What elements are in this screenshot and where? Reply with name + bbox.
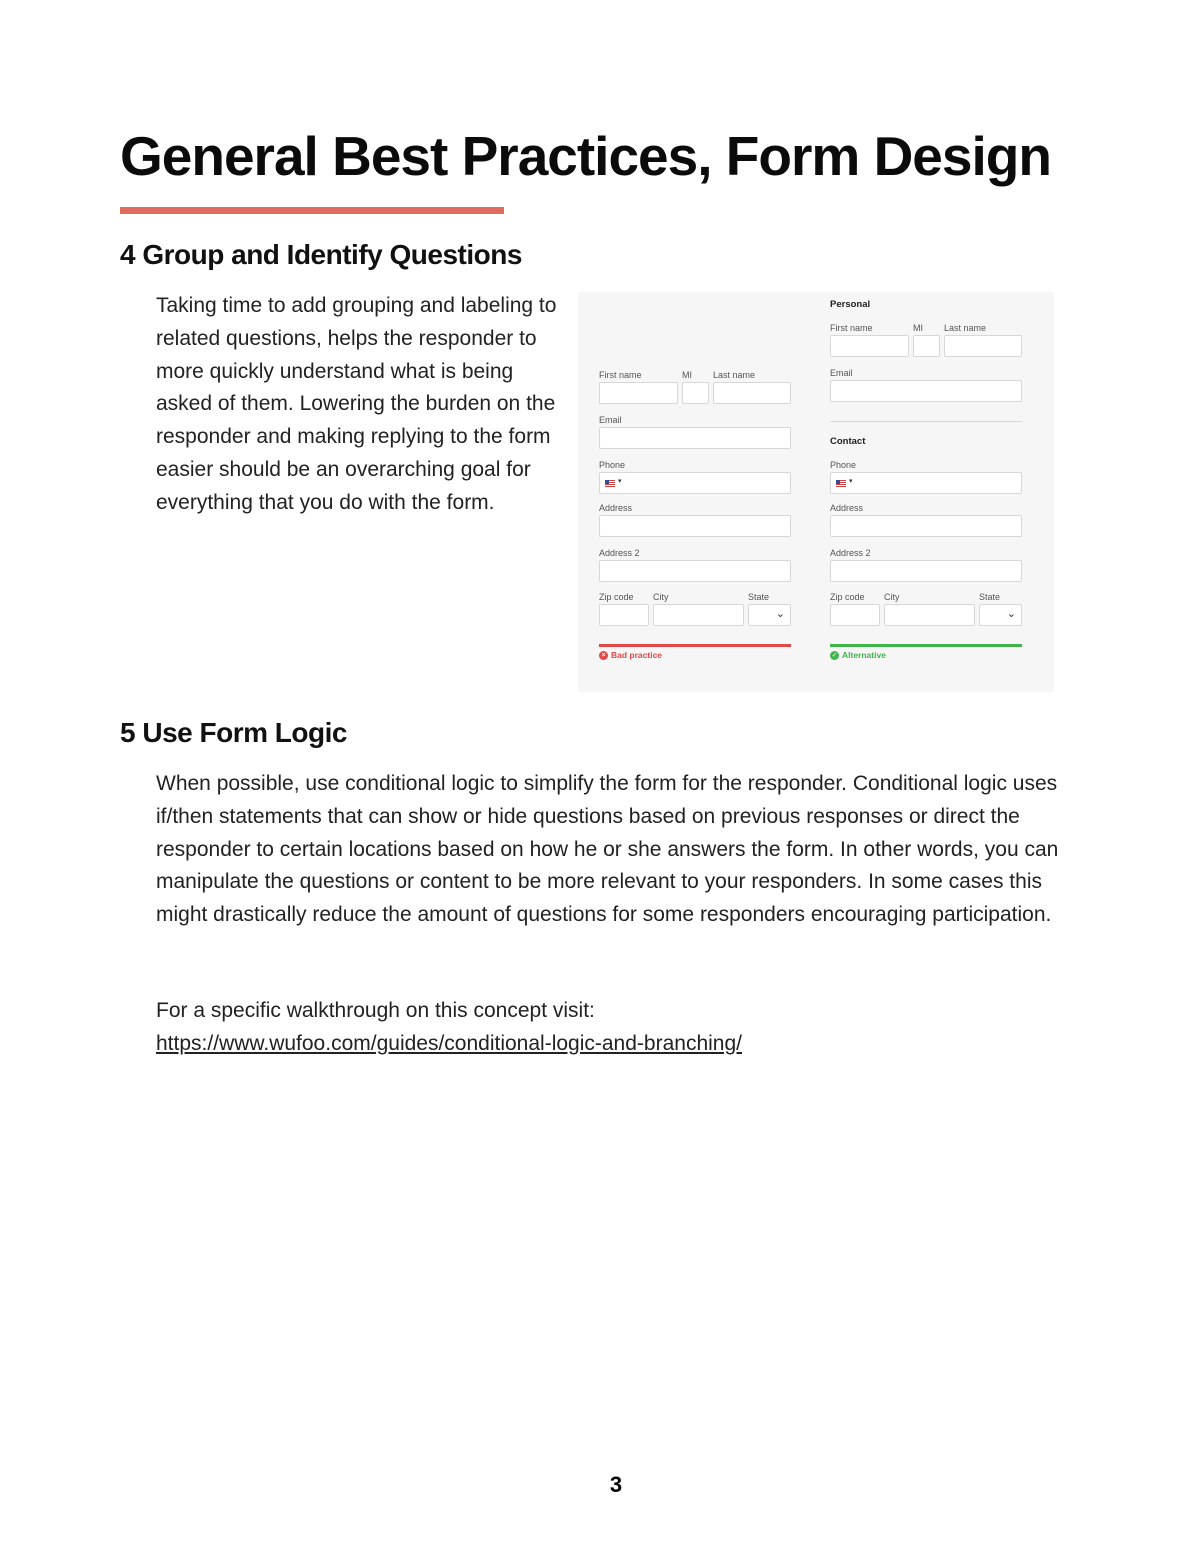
state-select	[748, 604, 791, 626]
address-field	[830, 515, 1022, 537]
city-field	[653, 604, 744, 626]
label-email: Email	[599, 415, 622, 425]
address-2-field	[599, 560, 791, 582]
page-title: General Best Practices, Form Design	[120, 125, 1051, 187]
label-first-name: First name	[599, 370, 642, 380]
section-heading-group-questions: 4 Group and Identify Questions	[120, 239, 522, 270]
section-body-form-logic: When possible, use conditional logic to simplify the form for the responder. Conditional logic uses if/then statements that can show or hide questions based on previous responses or direct the responder to certain locations based on how he or she answers the form. In other words, you can manipulate the questions or content to be more relevant to your responders. In some cases this might drastically reduce the amount of questions for some responders encouraging participation.	[156, 772, 1059, 927]
label-mi: MI	[913, 323, 923, 333]
label-city: City	[884, 592, 900, 602]
caret-down-icon: ▾	[849, 478, 853, 485]
label-phone: Phone	[830, 460, 857, 470]
first-name-field	[599, 382, 678, 404]
group-divider	[830, 421, 1022, 422]
label-zip-code: Zip code	[599, 592, 634, 602]
label-address: Address	[599, 503, 633, 513]
walkthrough-paragraph	[156, 995, 1086, 1061]
email-field	[830, 380, 1022, 402]
x-circle-icon: ×	[599, 651, 608, 660]
label-state: State	[979, 592, 1001, 602]
email-field	[599, 427, 791, 449]
chevron-down-icon: ⌄	[775, 608, 785, 620]
mi-field	[682, 382, 709, 404]
label-last-name: Last name	[944, 323, 987, 333]
section-body-group-questions: Taking time to add grouping and labeling to related questions, helps the responder to more quickly understand what is being asked of them. Lowering the burden on the responder and making replying to the form easier should be an overarching goal for everything that you do with the form.	[156, 294, 557, 514]
walkthrough-intro: For a specific walkthrough on this concept visit:	[156, 999, 595, 1022]
label-first-name: First name	[830, 323, 873, 333]
section-heading-form-logic: 5 Use Form Logic	[120, 717, 347, 748]
label-address: Address	[830, 503, 864, 513]
state-select	[979, 604, 1022, 626]
alternative-bar	[830, 644, 1022, 647]
last-name-field	[944, 335, 1022, 357]
label-phone: Phone	[599, 460, 626, 470]
us-flag-icon	[836, 480, 846, 487]
label-email: Email	[830, 368, 853, 378]
page-number: 3	[609, 1472, 623, 1497]
title-underline	[120, 207, 504, 214]
label-city: City	[653, 592, 669, 602]
bad-practice-label	[599, 650, 662, 661]
bad-practice-text: Bad practice	[611, 650, 663, 660]
label-state: State	[748, 592, 770, 602]
group-heading-personal: Personal	[830, 299, 871, 310]
form-comparison-figure	[578, 292, 1054, 692]
city-field	[884, 604, 975, 626]
alternative-label	[830, 650, 886, 661]
address-field	[599, 515, 791, 537]
label-address-2: Address 2	[830, 548, 871, 558]
zip-code-field	[599, 604, 649, 626]
zip-code-field	[830, 604, 880, 626]
check-circle-icon: ✓	[831, 652, 838, 660]
group-heading-contact: Contact	[830, 436, 866, 447]
first-name-field	[830, 335, 909, 357]
phone-field	[599, 472, 791, 494]
bad-practice-bar	[599, 644, 791, 647]
mi-field	[913, 335, 940, 357]
label-last-name: Last name	[713, 370, 756, 380]
label-zip-code: Zip code	[830, 592, 865, 602]
phone-field	[830, 472, 1022, 494]
caret-down-icon: ▾	[618, 478, 622, 485]
label-mi: MI	[682, 370, 692, 380]
label-address-2: Address 2	[599, 548, 640, 558]
last-name-field	[713, 382, 791, 404]
address-2-field	[830, 560, 1022, 582]
chevron-down-icon: ⌄	[1006, 608, 1016, 620]
us-flag-icon	[605, 480, 615, 487]
alternative-text: Alternative	[842, 650, 886, 660]
walkthrough-link[interactable]: https://www.wufoo.com/guides/conditional-logic-and-branching/	[156, 1031, 742, 1055]
